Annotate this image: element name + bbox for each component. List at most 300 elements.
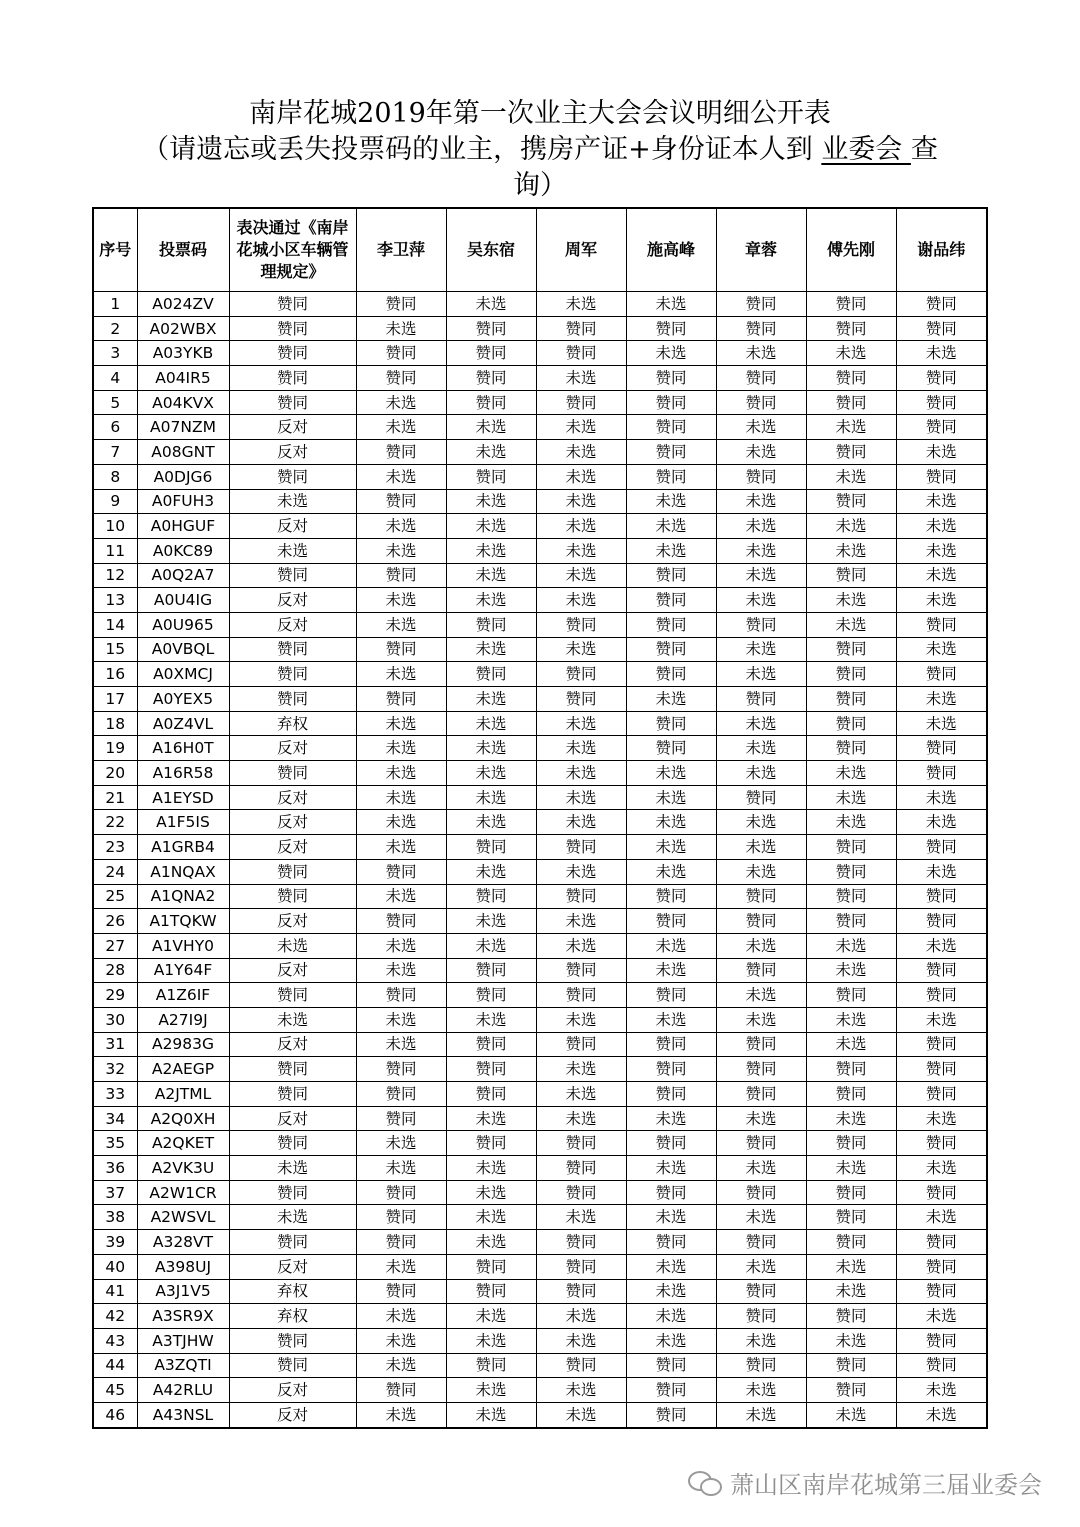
table-cell: 6 (93, 415, 137, 440)
table-cell: A04KVX (137, 390, 229, 415)
table-cell: 未选 (896, 687, 987, 712)
table-cell: 未选 (446, 489, 536, 514)
table-cell: 赞同 (356, 1082, 446, 1107)
table-row (93, 1353, 987, 1378)
table-cell: A08GNT (137, 440, 229, 465)
table-cell: 赞同 (806, 1205, 896, 1230)
header-candidate-3: 周军 (536, 208, 626, 292)
table-cell: 未选 (626, 538, 716, 563)
table-cell: 赞同 (229, 1230, 356, 1255)
table-cell: 未选 (229, 933, 356, 958)
table-cell: 未选 (806, 415, 896, 440)
table-cell: 赞同 (896, 983, 987, 1008)
table-cell: 未选 (446, 588, 536, 613)
table-cell: 赞同 (806, 983, 896, 1008)
table-cell: 未选 (806, 1279, 896, 1304)
table-row (93, 687, 987, 712)
table-cell: 赞同 (446, 1131, 536, 1156)
table-cell: 反对 (229, 785, 356, 810)
table-cell: 未选 (806, 810, 896, 835)
table-cell: 赞同 (896, 464, 987, 489)
table-row (93, 489, 987, 514)
table-cell: 未选 (626, 1156, 716, 1181)
table-cell: 未选 (716, 514, 806, 539)
table-cell: 22 (93, 810, 137, 835)
table-cell: 赞同 (536, 341, 626, 366)
table-cell: 未选 (716, 933, 806, 958)
table-cell: 赞同 (536, 1131, 626, 1156)
table-cell: A1Y64F (137, 958, 229, 983)
table-row (93, 958, 987, 983)
table-cell: 赞同 (446, 1353, 536, 1378)
table-cell: 44 (93, 1353, 137, 1378)
table-cell: A2Q0XH (137, 1106, 229, 1131)
table-cell: 赞同 (716, 366, 806, 391)
table-row (93, 292, 987, 317)
table-cell: 赞同 (536, 316, 626, 341)
table-cell: 1 (93, 292, 137, 317)
table-cell: 未选 (446, 761, 536, 786)
table-cell: 赞同 (626, 983, 716, 1008)
table-cell: A2983G (137, 1032, 229, 1057)
table-cell: 未选 (356, 415, 446, 440)
table-cell: 赞同 (716, 612, 806, 637)
table-cell: 赞同 (446, 316, 536, 341)
table-cell: 未选 (356, 958, 446, 983)
table-cell: 赞同 (896, 1082, 987, 1107)
table-cell: A0FUH3 (137, 489, 229, 514)
table-cell: 赞同 (806, 1057, 896, 1082)
table-cell: 未选 (896, 933, 987, 958)
table-cell: 赞同 (716, 390, 806, 415)
table-cell: 未选 (356, 1254, 446, 1279)
header-candidate-1: 李卫萍 (356, 208, 446, 292)
table-cell: A0Z4VL (137, 711, 229, 736)
header-candidate-4: 施高峰 (626, 208, 716, 292)
table-cell: 37 (93, 1180, 137, 1205)
table-cell: 未选 (896, 785, 987, 810)
table-cell: 赞同 (626, 884, 716, 909)
table-cell: 未选 (229, 1205, 356, 1230)
table-cell: 32 (93, 1057, 137, 1082)
table-row (93, 785, 987, 810)
table-row (93, 1131, 987, 1156)
table-cell: 赞同 (536, 390, 626, 415)
table-cell: 未选 (356, 390, 446, 415)
table-cell: 未选 (446, 736, 536, 761)
table-cell: 未选 (626, 958, 716, 983)
table-row (93, 1032, 987, 1057)
table-cell: 33 (93, 1082, 137, 1107)
table-cell: 赞同 (626, 588, 716, 613)
table-cell: 14 (93, 612, 137, 637)
table-cell: 赞同 (896, 1230, 987, 1255)
table-row (93, 736, 987, 761)
table-row (93, 1106, 987, 1131)
table-cell: 赞同 (806, 563, 896, 588)
table-cell: 未选 (446, 909, 536, 934)
table-cell: 赞同 (626, 1131, 716, 1156)
table-cell: 未选 (356, 761, 446, 786)
table-cell: A0Q2A7 (137, 563, 229, 588)
table-cell: 赞同 (806, 1230, 896, 1255)
table-cell: 赞同 (536, 1353, 626, 1378)
table-cell: 未选 (536, 489, 626, 514)
table-cell: 赞同 (806, 390, 896, 415)
table-cell: 未选 (446, 538, 536, 563)
table-cell: 赞同 (626, 1057, 716, 1082)
table-row (93, 1279, 987, 1304)
table-cell: 赞同 (536, 1279, 626, 1304)
table-cell: A2WSVL (137, 1205, 229, 1230)
table-cell: 弃权 (229, 711, 356, 736)
table-cell: 未选 (536, 711, 626, 736)
table-cell: 未选 (716, 736, 806, 761)
table-cell: 赞同 (446, 1254, 536, 1279)
table-cell: 赞同 (229, 366, 356, 391)
table-cell: 反对 (229, 1032, 356, 1057)
table-cell: 未选 (356, 662, 446, 687)
table-cell: 弃权 (229, 1304, 356, 1329)
table-cell: 赞同 (626, 1378, 716, 1403)
table-cell: 未选 (806, 933, 896, 958)
table-cell: 赞同 (806, 637, 896, 662)
table-cell: 赞同 (536, 835, 626, 860)
table-cell: 未选 (229, 1156, 356, 1181)
inquiry-location: 业委会 (821, 134, 911, 165)
table-cell: 未选 (356, 514, 446, 539)
table-cell: 未选 (806, 761, 896, 786)
table-cell: 未选 (806, 958, 896, 983)
table-cell: 赞同 (806, 1378, 896, 1403)
table-cell: 未选 (626, 292, 716, 317)
inquiry-note-continued: 询） (513, 170, 567, 201)
table-row (93, 810, 987, 835)
table-cell: A1QNA2 (137, 884, 229, 909)
table-cell: 未选 (626, 785, 716, 810)
table-cell: 未选 (536, 736, 626, 761)
table-cell: 17 (93, 687, 137, 712)
table-cell: 弃权 (229, 1279, 356, 1304)
table-cell: 赞同 (356, 909, 446, 934)
table-cell: 赞同 (896, 761, 987, 786)
table-cell: 未选 (716, 810, 806, 835)
table-cell: 未选 (446, 415, 536, 440)
table-cell: A1NQAX (137, 859, 229, 884)
table-cell: 赞同 (356, 1230, 446, 1255)
table-cell: A3SR9X (137, 1304, 229, 1329)
table-row (93, 1328, 987, 1353)
table-cell: 反对 (229, 1106, 356, 1131)
table-cell: 未选 (716, 489, 806, 514)
table-cell: 赞同 (626, 637, 716, 662)
table-cell: 赞同 (806, 1304, 896, 1329)
table-cell: 未选 (446, 1205, 536, 1230)
table-cell: 赞同 (896, 1032, 987, 1057)
table-row (93, 1304, 987, 1329)
table-cell: A1Z6IF (137, 983, 229, 1008)
table-cell: 未选 (716, 637, 806, 662)
table-cell: A398UJ (137, 1254, 229, 1279)
table-cell: 未选 (716, 1106, 806, 1131)
inquiry-note-end: 查 (910, 134, 938, 165)
table-cell: 未选 (896, 711, 987, 736)
table-cell: A0YEX5 (137, 687, 229, 712)
table-cell: A0VBQL (137, 637, 229, 662)
table-cell: 未选 (896, 440, 987, 465)
table-cell: 赞同 (446, 958, 536, 983)
table-cell: 赞同 (896, 958, 987, 983)
table-cell: 赞同 (716, 1304, 806, 1329)
table-cell: 45 (93, 1378, 137, 1403)
header-seq: 序号 (93, 208, 137, 292)
watermark-text: 萧山区南岸花城第三届业委会 (730, 1470, 1042, 1499)
table-cell: 未选 (536, 761, 626, 786)
table-cell: 赞同 (716, 687, 806, 712)
table-cell: 赞同 (626, 909, 716, 934)
table-cell: 未选 (356, 316, 446, 341)
table-cell: 10 (93, 514, 137, 539)
table-cell: A27I9J (137, 1007, 229, 1032)
table-cell: 未选 (536, 1378, 626, 1403)
table-cell: A2JTML (137, 1082, 229, 1107)
table-cell: 未选 (896, 1106, 987, 1131)
table-cell: A1TQKW (137, 909, 229, 934)
table-cell: 赞同 (446, 1032, 536, 1057)
table-cell: 赞同 (229, 884, 356, 909)
table-cell: 反对 (229, 415, 356, 440)
table-cell: 赞同 (806, 1180, 896, 1205)
table-cell: 赞同 (356, 341, 446, 366)
table-cell: 赞同 (229, 1353, 356, 1378)
table-cell: 赞同 (536, 1180, 626, 1205)
table-cell: 赞同 (229, 662, 356, 687)
table-cell: 34 (93, 1106, 137, 1131)
table-cell: 未选 (356, 464, 446, 489)
table-cell: 23 (93, 835, 137, 860)
table-cell: 未选 (716, 563, 806, 588)
table-cell: 未选 (446, 933, 536, 958)
table-cell: 未选 (356, 1402, 446, 1427)
table-cell: 赞同 (716, 958, 806, 983)
table-cell: 未选 (716, 662, 806, 687)
table-cell: 未选 (806, 538, 896, 563)
table-cell: 赞同 (626, 415, 716, 440)
table-cell: 赞同 (626, 662, 716, 687)
table-cell: 未选 (896, 489, 987, 514)
table-cell: 未选 (626, 687, 716, 712)
table-cell: 未选 (716, 711, 806, 736)
table-cell: 未选 (446, 1402, 536, 1427)
table-cell: A3TJHW (137, 1328, 229, 1353)
table-cell: A0U965 (137, 612, 229, 637)
table-row (93, 1378, 987, 1403)
table-cell: 赞同 (806, 687, 896, 712)
table-cell: 未选 (626, 761, 716, 786)
table-cell: 赞同 (716, 785, 806, 810)
table-cell: 未选 (806, 1032, 896, 1057)
table-cell: 未选 (356, 1131, 446, 1156)
table-cell: 赞同 (896, 415, 987, 440)
table-cell: 赞同 (626, 366, 716, 391)
table-cell: 赞同 (806, 662, 896, 687)
table-cell: 未选 (446, 1007, 536, 1032)
table-cell: 未选 (716, 1254, 806, 1279)
table-cell: 赞同 (229, 464, 356, 489)
table-cell: 赞同 (806, 884, 896, 909)
table-cell: 赞同 (806, 366, 896, 391)
table-cell: 20 (93, 761, 137, 786)
table-cell: 未选 (716, 1378, 806, 1403)
table-cell: A0XMCJ (137, 662, 229, 687)
table-cell: 赞同 (896, 390, 987, 415)
table-cell: 赞同 (626, 390, 716, 415)
table-cell: A1F5IS (137, 810, 229, 835)
table-cell: 赞同 (626, 612, 716, 637)
table-row (93, 464, 987, 489)
table-cell: A3J1V5 (137, 1279, 229, 1304)
table-cell: A43NSL (137, 1402, 229, 1427)
table-cell: 未选 (626, 341, 716, 366)
table-cell: 未选 (446, 1156, 536, 1181)
table-cell: 未选 (626, 1304, 716, 1329)
table-cell: 赞同 (446, 884, 536, 909)
table-cell: 赞同 (806, 835, 896, 860)
table-cell: 未选 (536, 1057, 626, 1082)
table-cell: 未选 (446, 1304, 536, 1329)
table-cell: 未选 (716, 1007, 806, 1032)
table-cell: 赞同 (896, 1254, 987, 1279)
table-cell: 46 (93, 1402, 137, 1427)
table-cell: 赞同 (806, 489, 896, 514)
table-cell: 43 (93, 1328, 137, 1353)
table-cell: 未选 (626, 933, 716, 958)
table-cell: 反对 (229, 909, 356, 934)
table-cell: 赞同 (626, 440, 716, 465)
table-cell: 未选 (896, 538, 987, 563)
table-cell: 8 (93, 464, 137, 489)
table-cell: 30 (93, 1007, 137, 1032)
table-cell: 16 (93, 662, 137, 687)
header-candidate-7: 谢品纬 (896, 208, 987, 292)
table-cell: 未选 (626, 835, 716, 860)
table-row (93, 711, 987, 736)
table-cell: 赞同 (716, 884, 806, 909)
table-cell: 赞同 (806, 1353, 896, 1378)
table-cell: 赞同 (896, 612, 987, 637)
table-cell: 未选 (806, 588, 896, 613)
table-cell: 反对 (229, 835, 356, 860)
table-cell: 赞同 (626, 464, 716, 489)
header-resolution: 表决通过《南岸花城小区车辆管理规定》 (229, 208, 356, 292)
table-cell: 18 (93, 711, 137, 736)
table-cell: 未选 (446, 563, 536, 588)
table-cell: 未选 (356, 1304, 446, 1329)
table-cell: 24 (93, 859, 137, 884)
table-cell: A0DJG6 (137, 464, 229, 489)
table-cell: 未选 (446, 1378, 536, 1403)
table-cell: 赞同 (229, 687, 356, 712)
table-cell: 赞同 (356, 1106, 446, 1131)
table-cell: 未选 (446, 1328, 536, 1353)
table-cell: 赞同 (356, 1205, 446, 1230)
table-cell: 赞同 (356, 440, 446, 465)
wechat-icon (688, 1469, 722, 1495)
table-row (93, 316, 987, 341)
table-row (93, 341, 987, 366)
table-cell: 反对 (229, 1378, 356, 1403)
table-cell: 未选 (536, 1082, 626, 1107)
table-cell: 未选 (536, 1328, 626, 1353)
table-cell: 未选 (536, 514, 626, 539)
table-row (93, 835, 987, 860)
table-cell: 41 (93, 1279, 137, 1304)
table-cell: 赞同 (356, 366, 446, 391)
table-cell: 赞同 (446, 1057, 536, 1082)
table-cell: 未选 (626, 1254, 716, 1279)
table-cell: 未选 (626, 1205, 716, 1230)
table-cell: 赞同 (536, 1032, 626, 1057)
table-cell: 赞同 (229, 1180, 356, 1205)
table-row (93, 983, 987, 1008)
table-cell: 27 (93, 933, 137, 958)
table-cell: 未选 (229, 489, 356, 514)
table-cell: 未选 (896, 1156, 987, 1181)
table-cell: 赞同 (536, 983, 626, 1008)
table-cell: 29 (93, 983, 137, 1008)
table-cell: 未选 (536, 440, 626, 465)
table-cell: 赞同 (356, 1279, 446, 1304)
table-cell: 未选 (446, 785, 536, 810)
table-cell: 未选 (716, 588, 806, 613)
table-cell: 未选 (806, 514, 896, 539)
table-cell: 未选 (716, 440, 806, 465)
table-cell: 赞同 (446, 1082, 536, 1107)
table-body (93, 292, 987, 1428)
table-cell: 未选 (806, 341, 896, 366)
table-cell: 反对 (229, 1254, 356, 1279)
table-row (93, 1156, 987, 1181)
table-cell: 未选 (716, 835, 806, 860)
table-cell: 未选 (626, 1328, 716, 1353)
table-cell: 未选 (896, 588, 987, 613)
table-cell: 未选 (536, 366, 626, 391)
table-cell: 15 (93, 637, 137, 662)
table-cell: 未选 (806, 1156, 896, 1181)
table-cell: 赞同 (356, 1378, 446, 1403)
table-cell: 赞同 (229, 292, 356, 317)
table-cell: 42 (93, 1304, 137, 1329)
table-cell: 赞同 (716, 316, 806, 341)
table-cell: 未选 (446, 859, 536, 884)
table-cell: 赞同 (896, 909, 987, 934)
table-cell: 赞同 (626, 316, 716, 341)
table-cell: 赞同 (356, 292, 446, 317)
table-cell: 未选 (536, 292, 626, 317)
table-cell: 赞同 (356, 637, 446, 662)
table-cell: 未选 (536, 1007, 626, 1032)
table-cell: 未选 (356, 538, 446, 563)
table-cell: 赞同 (626, 1180, 716, 1205)
wechat-watermark (688, 1465, 1042, 1499)
table-cell: A16R58 (137, 761, 229, 786)
table-cell: 未选 (446, 514, 536, 539)
table-row (93, 1402, 987, 1427)
table-cell: A1VHY0 (137, 933, 229, 958)
table-cell: 未选 (356, 933, 446, 958)
table-cell: 未选 (806, 1007, 896, 1032)
table-cell: 赞同 (896, 1353, 987, 1378)
